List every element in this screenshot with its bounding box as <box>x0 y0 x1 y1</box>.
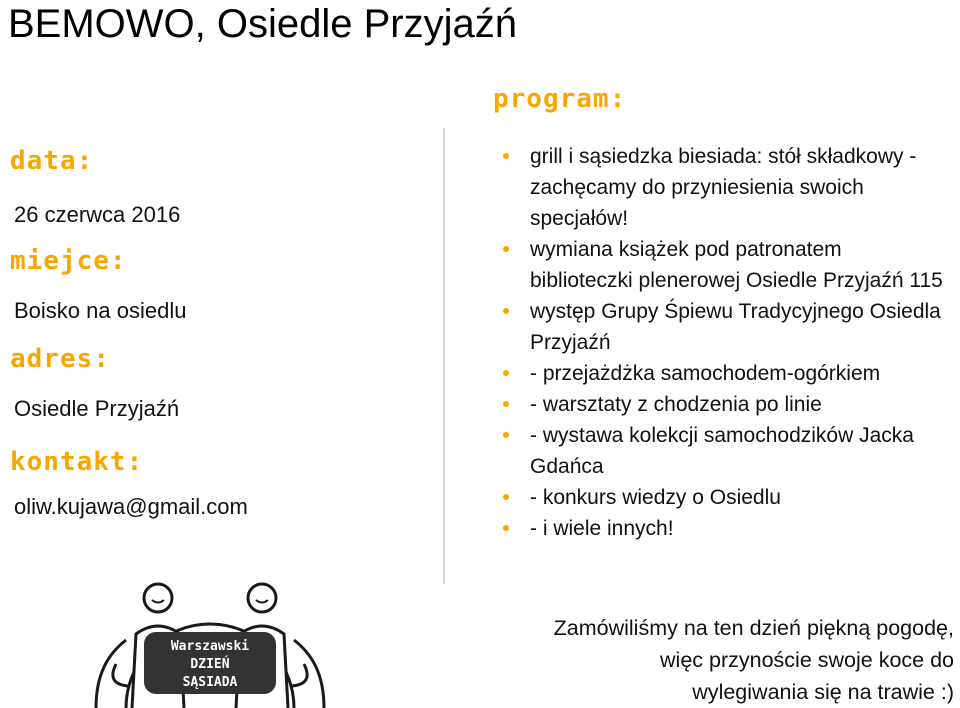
program-list <box>490 141 950 544</box>
program-item: - warsztaty z chodzenia po linie <box>490 389 950 420</box>
person-right-head <box>248 584 276 612</box>
program-item: - konkurs wiedzy o Osiedlu <box>490 482 950 513</box>
logo-text-line2: DZIEŃ <box>190 657 230 672</box>
program-heading: program: <box>493 84 627 114</box>
contact-heading: kontakt: <box>10 447 144 477</box>
program-item: występ Grupy Śpiewu Tradycyjnego Osiedla Przyjaźń <box>490 296 950 358</box>
place-value: Boisko na osiedlu <box>14 298 187 323</box>
contact-email[interactable]: oliw.kujawa@gmail.com <box>14 494 248 519</box>
program-item: wymiana książek pod patronatem biblioteczki plenerowej Osiedle Przyjaźń 115 <box>490 234 950 296</box>
logo-text-line3: SĄSIADA <box>182 675 238 690</box>
program-item: - przejażdżka samochodem-ogórkiem <box>490 358 950 389</box>
closing-note-line: Zamówiliśmy na ten dzień piękną pogodę, <box>553 616 954 640</box>
program-item: - i wiele innych! <box>490 513 950 544</box>
program-item: grill i sąsiedzka biesiada: stół składkowy - zachęcamy do przyniesienia swoich specjałów! <box>490 141 950 234</box>
program-item: - wystawa kolekcji samochodzików Jacka Gdańca <box>490 420 950 482</box>
closing-note <box>554 612 954 708</box>
column-divider <box>443 128 445 584</box>
person-left-head <box>144 584 172 612</box>
dzien-sasiada-logo <box>86 574 334 708</box>
date-value: 26 czerwca 2016 <box>14 202 181 227</box>
place-heading: miejce: <box>10 246 127 276</box>
closing-note-line: więc przynoście swoje koce do <box>660 648 954 672</box>
page-title: BEMOWO, Osiedle Przyjaźń <box>8 2 518 46</box>
address-heading: adres: <box>10 344 110 374</box>
date-heading: data: <box>10 146 94 176</box>
logo-text-line1: Warszawski <box>170 639 250 654</box>
closing-note-line: wylegiwania się na trawie :) <box>692 680 954 704</box>
address-value: Osiedle Przyjaźń <box>14 396 180 421</box>
